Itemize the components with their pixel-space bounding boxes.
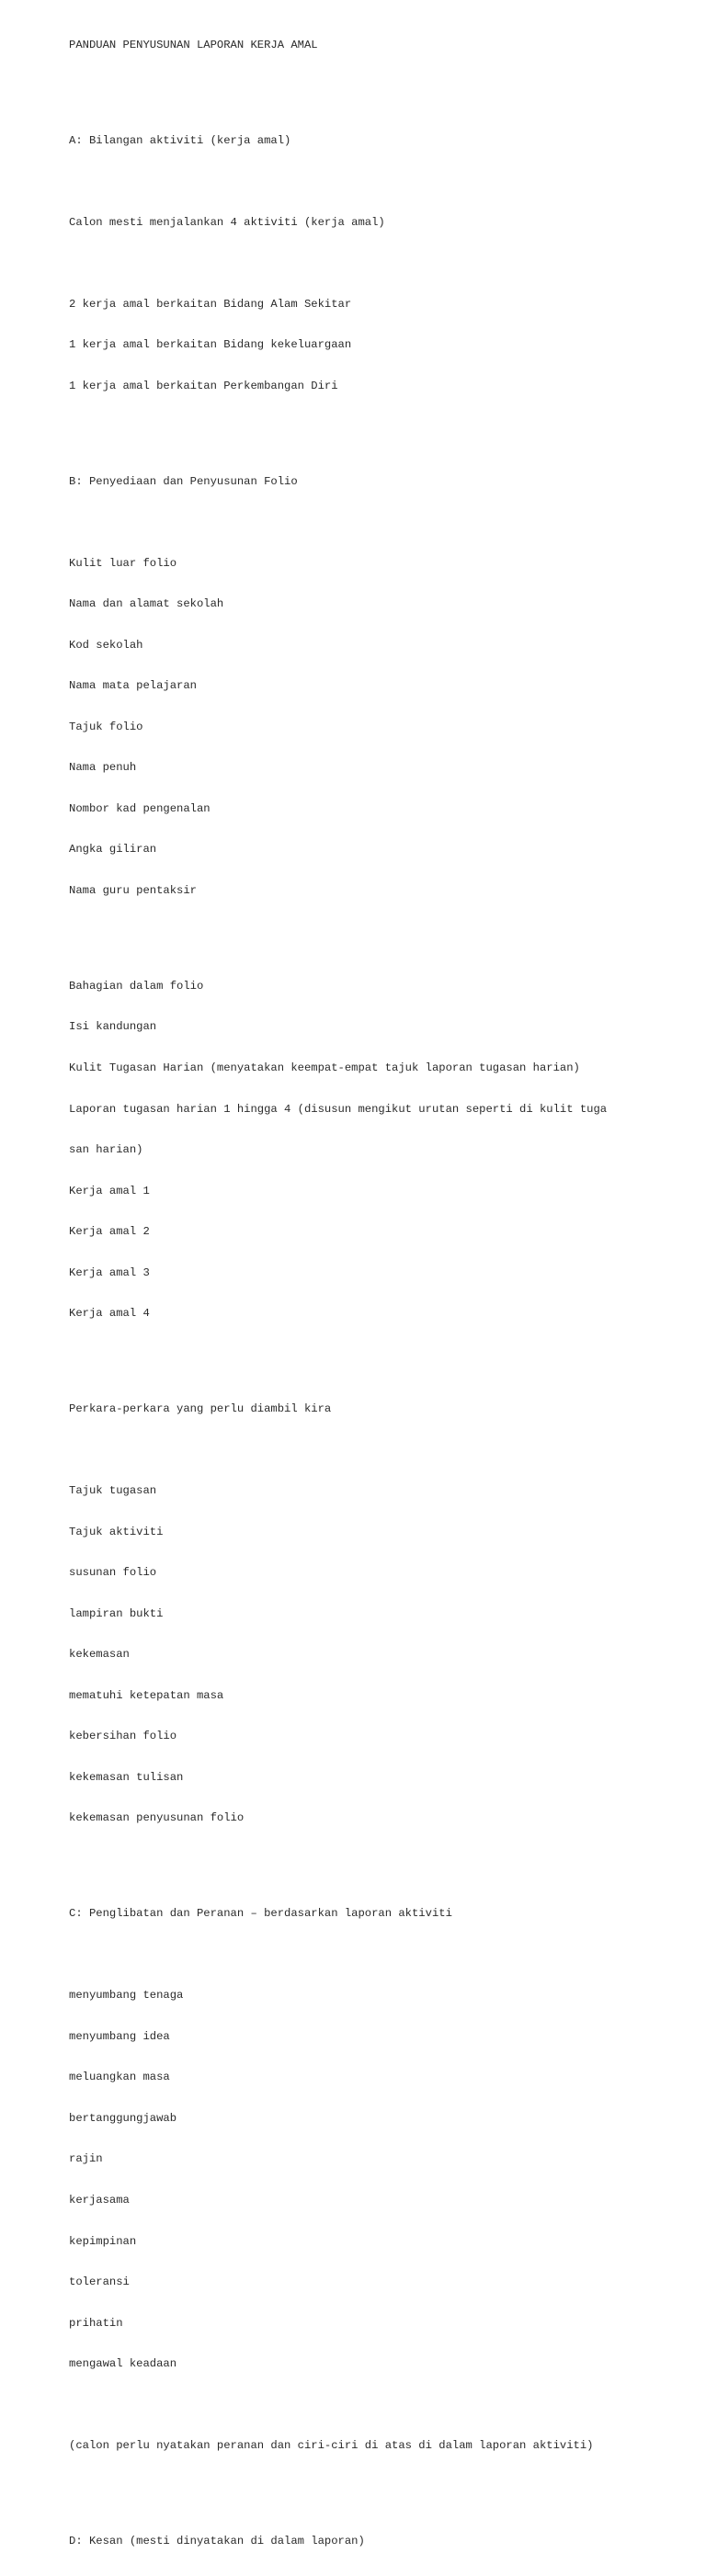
document-title: PANDUAN PENYUSUNAN LAPORAN KERJA AMAL <box>69 38 318 51</box>
blank-line <box>69 1853 657 1867</box>
content-item: Kerja amal 1 <box>69 1184 150 1197</box>
cover-item: Nombor kad pengenalan <box>69 801 211 815</box>
content-item: Kerja amal 3 <box>69 1265 150 1279</box>
consideration-item: lampiran bukti <box>69 1606 164 1620</box>
consideration-item: kebersihan folio <box>69 1730 177 1743</box>
section-c-item: rajin <box>69 2152 103 2166</box>
blank-line <box>69 516 657 529</box>
content-item: Kerja amal 4 <box>69 1307 150 1321</box>
cover-item: Kod sekolah <box>69 638 143 652</box>
section-a-item: 1 kerja amal berkaitan Perkembangan Diri <box>69 379 338 392</box>
section-d-heading: D: Kesan (mesti dinyatakan di dalam laporan) <box>69 2535 365 2548</box>
content-item: Kerja amal 2 <box>69 1225 150 1239</box>
blank-line <box>69 175 657 188</box>
consideration-item: Tajuk aktiviti <box>69 1525 164 1538</box>
consideration-item: kekemasan penyusunan folio <box>69 1811 245 1825</box>
blank-line <box>69 925 657 939</box>
cover-item: Tajuk folio <box>69 720 143 733</box>
section-b-heading: B: Penyediaan dan Penyusunan Folio <box>69 474 298 488</box>
blank-line <box>69 1948 657 1962</box>
blank-line <box>69 1444 657 1458</box>
section-c-item: toleransi <box>69 2275 130 2289</box>
section-c-item: mengawal keadaan <box>69 2357 177 2371</box>
cover-item: Kulit luar folio <box>69 556 177 570</box>
document-text <box>69 11 657 2576</box>
consideration-item: mematuhi ketepatan masa <box>69 1688 224 1702</box>
section-a-item: 2 kerja amal berkaitan Bidang Alam Sekitar <box>69 297 352 311</box>
section-c-heading: C: Penglibatan dan Peranan – berdasarkan laporan aktiviti <box>69 1907 452 1921</box>
cover-item: Nama mata pelajaran <box>69 679 197 693</box>
cover-item: Nama penuh <box>69 761 137 775</box>
section-c-item: menyumbang idea <box>69 2029 170 2043</box>
content-item: Kulit Tugasan Harian (menyatakan keempat-empat tajuk laporan tugasan harian) <box>69 1061 580 1074</box>
cover-item: Nama dan alamat sekolah <box>69 597 224 611</box>
section-c-item: prihatin <box>69 2316 123 2330</box>
content-item: san harian) <box>69 1143 143 1157</box>
section-c-item: kerjasama <box>69 2194 130 2207</box>
section-a-intro: Calon mesti menjalankan 4 aktiviti (kerja amal) <box>69 215 385 229</box>
section-c-item: kepimpinan <box>69 2234 137 2248</box>
blank-line <box>69 79 657 93</box>
content-item: Isi kandungan <box>69 1020 157 1034</box>
blank-line <box>69 420 657 434</box>
cover-item: Angka giliran <box>69 843 157 857</box>
consideration-item: kekemasan <box>69 1648 130 1662</box>
section-c-item: menyumbang tenaga <box>69 1989 184 2003</box>
blank-line <box>69 2399 657 2412</box>
cover-item: Nama guru pentaksir <box>69 884 197 897</box>
consideration-item: susunan folio <box>69 1566 157 1580</box>
content-item: Bahagian dalam folio <box>69 979 204 993</box>
section-c-item: meluangkan masa <box>69 2071 170 2084</box>
considerations-heading: Perkara-perkara yang perlu diambil kira <box>69 1402 332 1416</box>
section-a-heading: A: Bilangan aktiviti (kerja amal) <box>69 133 291 147</box>
section-c-note: (calon perlu nyatakan peranan dan ciri-ciri di atas di dalam laporan aktiviti) <box>69 2439 594 2453</box>
blank-line <box>69 1348 657 1362</box>
consideration-item: kekemasan tulisan <box>69 1770 184 1784</box>
consideration-item: Tajuk tugasan <box>69 1484 157 1498</box>
section-a-item: 1 kerja amal berkaitan Bidang kekeluargaan <box>69 338 352 352</box>
content-item: Laporan tugasan harian 1 hingga 4 (disusun mengikut urutan seperti di kulit tuga <box>69 1102 608 1116</box>
blank-line <box>69 256 657 270</box>
section-c-item: bertanggungjawab <box>69 2111 177 2125</box>
blank-line <box>69 2480 657 2494</box>
